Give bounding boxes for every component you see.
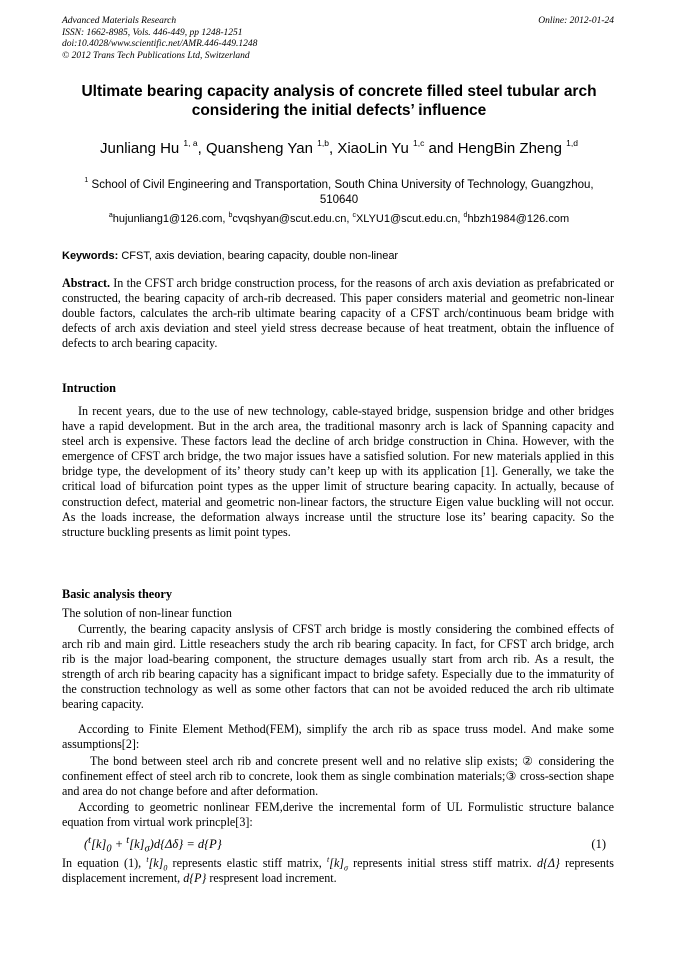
intro-paragraph: In recent years, due to the use of new technology, cable-stayed bridge, suspension bridge and other bridges have a rapid development. But in the arch area, the traditional masonry arch is lack of Spanning capacity and steel arch is expensive. These factors lead the decline of arch bridge construction in China. However, with the emergence of CFST arch bridge, the two major issues have a satisfied solution. For new materials applied in this bridge type, the development of its’ theory study can’t keep up with its application [1]. Generally, we take the critical load of bifurcation point types as the upper limit of structure bearing capacity. In actually, because of construction defect, material and geometric non-linear factors, the structure Eigen value buckling will not occur. As the loads increase, the deformation always increase until the structure lose its’ bearing capacity. So the structure buckling presents as limit point types. [62, 404, 614, 539]
abstract-text: In the CFST arch bridge construction process, for the reasons of arch axis deviation as prefabricated or constructed, the bearing capacity of arch-rib decreased. This paper considers material and geometric non-linear double factors, calculates the arch-rib ultimate bearing capacity of a CFST arch/continuous beam bridge with defects of arch axis deviation and steel yield stress decrease because of heat treatment, obtain the influence of defects to arch bearing capacity. [62, 276, 614, 351]
equation-1 [62, 834, 614, 855]
explanation-text: represents elastic stiff matrix, [172, 856, 322, 870]
abstract-label: Abstract. [62, 276, 111, 290]
subsection-heading: The solution of non-linear function [62, 606, 232, 620]
body-paragraph: Currently, the bearing capacity anslysis of CFST arch bridge is mostly considering the combined effects of arch rib and main gird. Little reseachers study the arch rib bearing capacity. In fact, for CFST arch bridge, arch rib is the major load-bearing component, the structure demages usually start from arch rib. As a result, the strength of arch rib bearing capacity has a significant impact to bridge safety. Especially due to the immaturity of the construction technology as well as some other factors that can not be avoided reduced the arch rib ultimate bearing capacity. [62, 622, 614, 712]
author-name: HengBin Zheng [457, 140, 562, 157]
email-mark: b [228, 212, 233, 219]
online-date: Online: 2012-01-24 [538, 16, 614, 26]
assumptions-paragraph: The bond between steel arch rib and concrete present well and no relative slip exists; ② considering the confinement effect of steel arch rib to concrete, look them as single combination materials;③ cross-section shape and area do not change before and after deformation. [62, 754, 614, 799]
affiliation-mark: 1 [84, 177, 89, 184]
copyright-line: © 2012 Trans Tech Publications Ltd, Switzerland [62, 50, 250, 61]
affiliation [80, 178, 598, 208]
equation-number: (1) [591, 837, 606, 851]
author-separator: , [197, 140, 206, 157]
author-affil-mark: 1,d [566, 138, 578, 148]
author-name: XiaoLin Yu [337, 140, 409, 157]
abstract [62, 276, 614, 351]
intro-heading: Intruction [62, 381, 116, 395]
journal-header [62, 16, 614, 62]
keywords [62, 250, 614, 262]
stress-stiffness-symbol: $^t[k]_\sigma$ [327, 854, 348, 873]
email-address: XLYU1@scut.edu.cn, [355, 213, 461, 225]
displacement-symbol: d{Δ} [536, 856, 560, 870]
author-name: Quansheng Yan [205, 140, 313, 157]
email-mark: d [463, 212, 468, 219]
author-separator: , [329, 140, 338, 157]
equation-explanation [62, 856, 614, 886]
paper-title: Ultimate bearing capacity analysis of concrete filled steel tubular arch considering the initial defects’ influence [81, 83, 597, 119]
author-affil-mark: 1,c [412, 138, 425, 148]
email-address: cvqshyan@scut.edu.cn, [232, 213, 350, 225]
explanation-text: represents initial stress stiff matrix. [353, 856, 532, 870]
author-name: Junliang Hu [100, 140, 180, 157]
equation-body: $(^t[k]_0 + ^t[k]_\sigma)d\{\Delta\delta\} = d\{P\}$ [84, 834, 222, 855]
author-affil-mark: 1,b [317, 138, 329, 148]
email-address: hbzh1984@126.com [467, 213, 570, 225]
author-affil-mark: 1, a [183, 138, 198, 148]
explanation-text: respresent load increment. [209, 871, 337, 886]
load-symbol: d{P} [183, 871, 207, 886]
journal-name: Advanced Materials Research [62, 16, 177, 26]
email-mark: a [108, 212, 113, 219]
author-separator: and [424, 140, 458, 157]
email-list [40, 213, 638, 225]
doi-line: doi:10.4028/www.scientific.net/AMR.446-449.1248 [62, 39, 258, 49]
body-paragraph: According to Finite Element Method(FEM), simplify the arch rib as space truss model. And make some assumptions[2]: [62, 722, 614, 752]
basic-theory-heading: Basic analysis theory [62, 587, 172, 601]
issn-line: ISSN: 1662-8985, Vols. 446-449, pp 1248-1251 [62, 27, 243, 38]
email-mark: c [352, 212, 356, 219]
keywords-text: CFST, axis deviation, bearing capacity, double non-linear [121, 250, 399, 262]
elastic-stiffness-symbol: $^t[k]_0$ [146, 854, 168, 873]
explanation-text: represents displacement increment, [62, 856, 614, 886]
explanation-text: In equation (1), [62, 856, 142, 870]
email-address: hujunliang1@126.com, [112, 213, 226, 225]
keywords-label: Keywords: [62, 250, 119, 262]
author-list [40, 140, 638, 157]
affiliation-text: School of Civil Engineering and Transportation, South China University of Technology, Guangzhou, 510640 [91, 179, 594, 206]
body-paragraph: According to geometric nonlinear FEM,derive the incremental form of UL Formulistic structure balance equation from virtual work princple[3]: [62, 800, 614, 830]
